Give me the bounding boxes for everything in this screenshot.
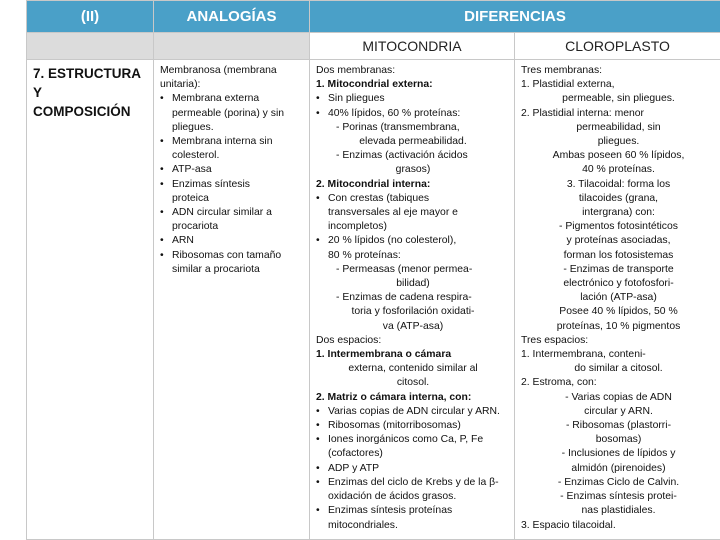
cloro-line: forman los fotosistemas — [563, 249, 674, 261]
mito-line: Enzimas síntesis proteínas — [328, 505, 453, 517]
cloro-line: permeabilidad, sin — [576, 121, 661, 133]
analogias-cell — [154, 60, 310, 540]
subheader-empty-2 — [154, 33, 310, 60]
left-margin — [0, 0, 26, 540]
bullet: • — [160, 164, 164, 176]
mito-line: citosol. — [396, 377, 430, 389]
mito-line: - Permeasas (menor permea- — [336, 263, 473, 275]
bullet: • — [316, 235, 320, 247]
cloro-line: - Ribosomas (plastorri- — [565, 420, 672, 432]
cloro-line: tilacoides (grana, — [578, 192, 659, 204]
mito-line: 80 % proteínas: — [328, 249, 401, 261]
mito-line: Dos membranas: — [316, 65, 396, 76]
cloro-line: y proteínas asociadas, — [566, 235, 671, 247]
mito-line: 2. Mitocondrial interna: — [316, 178, 431, 190]
cloro-line: 2. Estroma, con: — [521, 377, 597, 389]
cloro-line: - Enzimas de transporte — [563, 263, 674, 275]
cloro-line: 1. Intermembrana, conteni- — [521, 349, 646, 361]
bullet: • — [316, 192, 320, 204]
bullet: • — [316, 405, 320, 417]
analogias-line: Enzimas síntesis — [172, 178, 250, 190]
header-diferencias: DIFERENCIAS — [310, 1, 720, 33]
mito-line: - Porinas (transmembrana, — [336, 121, 460, 133]
cloro-line: almidón (pirenoides) — [571, 462, 666, 474]
analogias-line: permeable (porina) y sin — [172, 107, 285, 119]
content-row — [27, 60, 720, 540]
mito-line: transversales al eje mayor e — [328, 207, 458, 219]
mito-line: 1. Mitocondrial externa: — [316, 79, 433, 91]
cloro-line: - Inclusiones de lípidos y — [561, 448, 676, 460]
mito-line: 2. Matriz o cámara interna, con: — [316, 391, 472, 403]
analogias-line: Membrana interna sin — [172, 136, 273, 148]
mito-line: Enzimas del ciclo de Krebs y de la β- — [328, 476, 499, 488]
cloro-line: proteínas, 10 % pigmentos — [556, 320, 681, 332]
bullet: • — [316, 462, 320, 474]
mito-line: bilidad) — [396, 278, 430, 290]
cloro-line: - Varias copias de ADN — [565, 391, 672, 403]
cloro-line: intergrana) con: — [582, 207, 655, 219]
mito-line: Varias copias de ADN circular y ARN. — [328, 405, 500, 417]
mito-line: Sin pliegues — [328, 93, 385, 105]
analogias-line: similar a procariota — [172, 263, 260, 275]
bullet: • — [160, 235, 164, 247]
topic-cell — [27, 60, 154, 540]
mito-line: va (ATP-asa) — [382, 320, 444, 332]
mito-line: Dos espacios: — [316, 334, 382, 346]
bullet: • — [316, 434, 320, 446]
mito-line: ADP y ATP — [328, 462, 380, 474]
subheader-cloroplasto: CLOROPLASTO — [515, 33, 720, 60]
mito-line: incompletos) — [328, 221, 387, 233]
cloro-line: nas plastidiales. — [581, 505, 656, 517]
cloro-line: permeable, sin pliegues. — [562, 93, 675, 105]
mito-line: Ribosomas (mitorribosomas) — [328, 420, 461, 432]
cloro-line: Posee 40 % lípidos, 50 % — [559, 306, 678, 318]
analogias-line: ARN — [172, 235, 194, 247]
mito-line: - Enzimas de cadena respira- — [336, 292, 472, 304]
cloro-line: circular y ARN. — [584, 405, 653, 417]
cloro-line: - Enzimas Ciclo de Calvin. — [557, 476, 680, 488]
cloro-line: pliegues. — [597, 136, 640, 148]
analogias-line: ADN circular similar a — [172, 207, 272, 219]
cloro-line: bosomas) — [595, 434, 642, 446]
mito-line: 40% lípidos, 60 % proteínas: — [328, 107, 461, 119]
bullet: • — [316, 107, 320, 119]
cloro-line: - Pigmentos fotosintéticos — [559, 221, 678, 233]
analogias-line: pliegues. — [172, 121, 214, 133]
analogias-line: Membranosa (membrana — [160, 65, 277, 76]
bullet: • — [160, 178, 164, 190]
bullet: • — [160, 249, 164, 261]
mito-line: mitocondriales. — [328, 519, 398, 531]
cloro-line: 3. Tilacoidal: forma los — [566, 178, 671, 190]
bullet: • — [160, 136, 164, 148]
cloro-line: Ambas poseen 60 % lípidos, — [552, 150, 685, 162]
mito-line: toria y fosforilación oxidati- — [351, 306, 475, 318]
cloro-line: - Enzimas síntesis protei- — [560, 491, 677, 503]
mito-line: grasos) — [395, 164, 431, 176]
cloro-line: Tres membranas: — [521, 65, 603, 76]
bullet: • — [160, 207, 164, 219]
mito-line: Con crestas (tabiques — [328, 192, 430, 204]
mito-line: 20 % lípidos (no colesterol), — [328, 235, 457, 247]
analogias-line: colesterol. — [172, 150, 220, 162]
cloro-line: 3. Espacio tilacoidal. — [521, 519, 616, 531]
cloro-line: 40 % proteínas. — [582, 164, 655, 176]
analogias-line: Membrana externa — [172, 93, 260, 105]
mito-line: (cofactores) — [328, 448, 383, 460]
cloro-line: lación (ATP-asa) — [580, 292, 657, 304]
comparison-table — [26, 0, 720, 540]
analogias-line: ATP-asa — [172, 164, 212, 176]
bullet: • — [316, 93, 320, 105]
mitocondria-cell — [310, 60, 515, 540]
analogias-line: proteica — [172, 192, 209, 204]
mito-line: oxidación de ácidos grasos. — [328, 491, 457, 503]
cloro-line: 2. Plastidial interna: menor — [521, 107, 645, 119]
header-analogias: ANALOGÍAS — [154, 1, 310, 33]
mito-line: elevada permeabilidad. — [359, 136, 467, 148]
bullet: • — [316, 476, 320, 488]
analogias-line: procariota — [172, 221, 219, 233]
mito-line: Iones inorgánicos como Ca, P, Fe — [328, 434, 484, 446]
mito-line: externa, contenido similar al — [348, 363, 478, 375]
cloro-line: electrónico y fotofosfori- — [563, 278, 674, 290]
mito-line: 1. Intermembrana o cámara — [316, 349, 452, 361]
header-row — [27, 1, 720, 33]
bullet: • — [316, 505, 320, 517]
header-col1: (II) — [27, 1, 154, 33]
analogias-line: Ribosomas con tamaño — [172, 249, 282, 261]
subheader-row — [27, 33, 720, 60]
bullet: • — [160, 93, 164, 105]
cloro-line: Tres espacios: — [521, 334, 589, 346]
subheader-empty-1 — [27, 33, 154, 60]
cloroplasto-cell — [515, 60, 720, 540]
cloro-line: 1. Plastidial externa, — [521, 79, 615, 91]
mito-line: - Enzimas (activación ácidos — [336, 150, 468, 162]
topic-line-2: COMPOSICIÓN — [33, 104, 131, 119]
cloro-line: do similar a citosol. — [574, 363, 663, 375]
bullet: • — [316, 420, 320, 432]
topic-line-1: 7. ESTRUCTURA Y — [33, 66, 141, 100]
subheader-mitocondria: MITOCONDRIA — [310, 33, 515, 60]
analogias-line: unitaria): — [160, 79, 201, 91]
